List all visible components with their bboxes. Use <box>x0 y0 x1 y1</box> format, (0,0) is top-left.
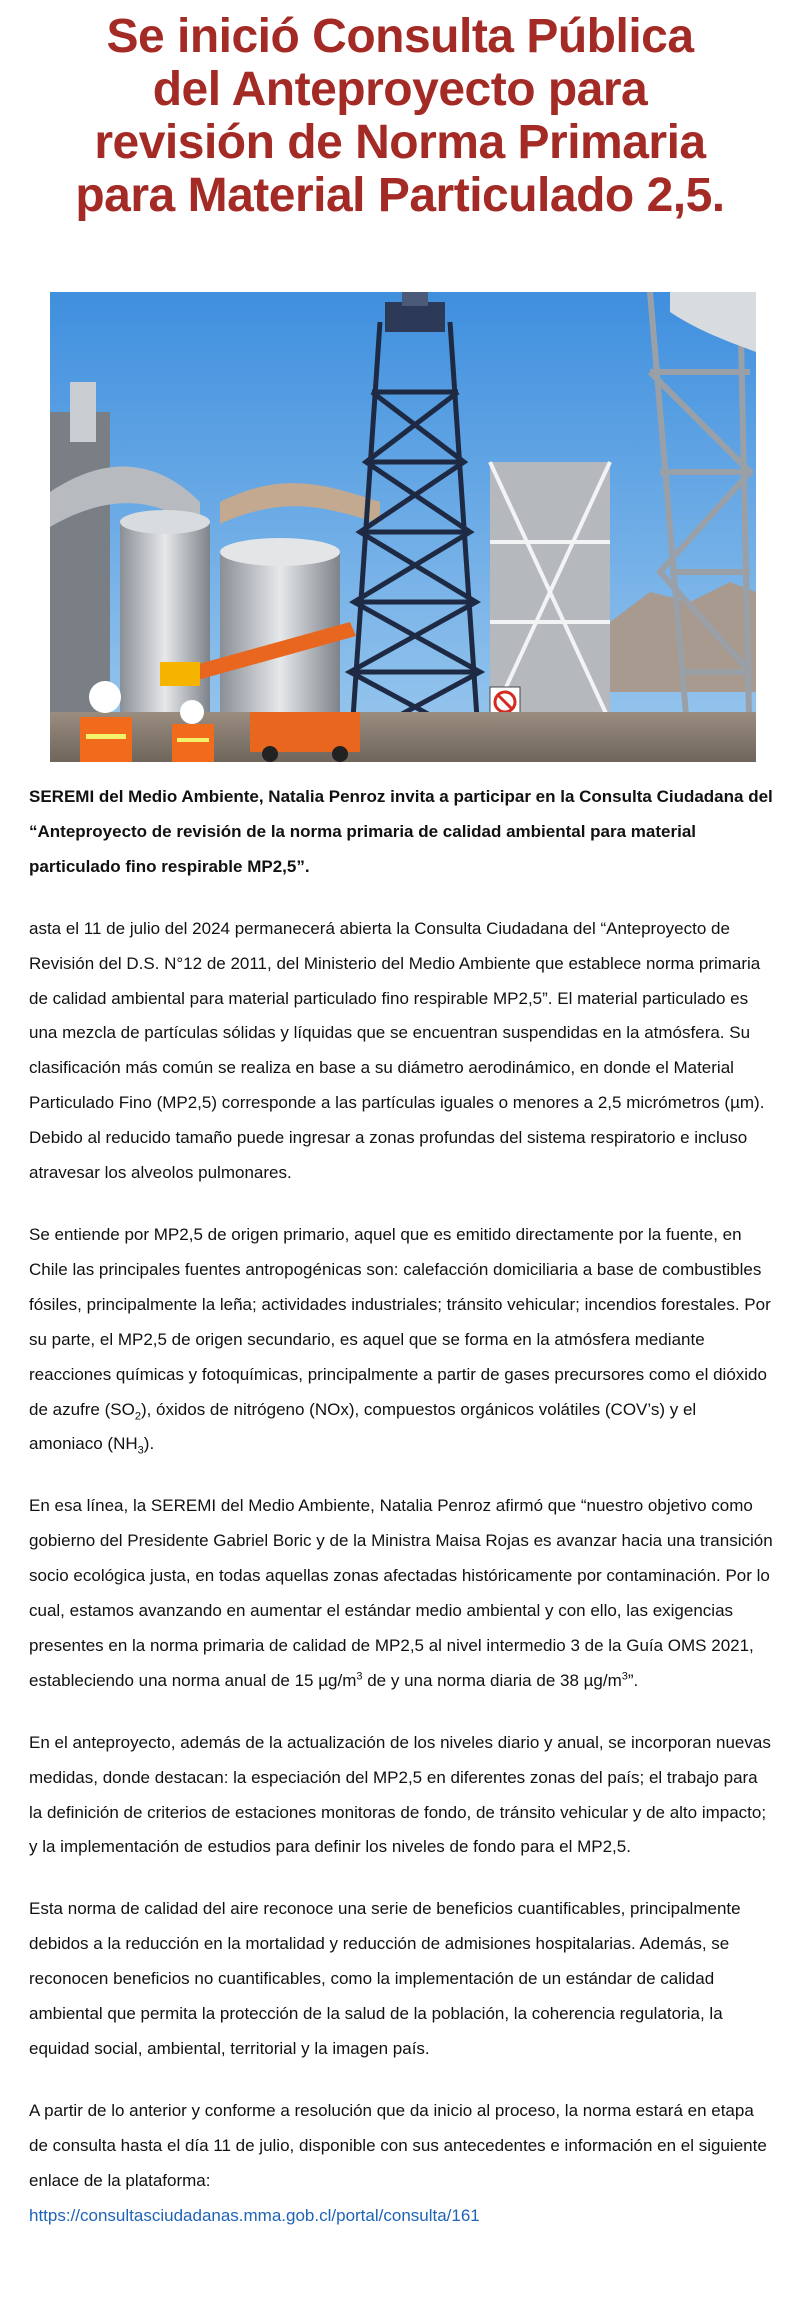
paragraph-4: En el anteproyecto, además de la actualización de los niveles diario y anual, se incorporan nuevas medidas, donde destacan: la especiación del MP2,5 en diferentes zonas del país; el trabajo para la definición de criterios de estaciones monitoras de fondo, de tránsito vehicular y de alto impacto; y la implementación de estudios para definir los niveles de fondo para el MP2,5. <box>29 1732 771 1857</box>
paragraph-5: Esta norma de calidad del aire reconoce una serie de beneficios cuantificables, principalmente debidos a la reducción en la mortalidad y reducción de admisiones hospitalarias. Además, se reconocen beneficios no cuantificables, como la implementación de un estándar de calidad ambiental que permita la protección de la salud de la población, la coherencia regulatoria, la equidad social, ambiental, territorial y la imagen país. <box>29 1899 741 2058</box>
consultation-link[interactable]: https://consultasciudadanas.mma.gob.cl/portal/consulta/161 <box>29 2205 480 2225</box>
paragraph-2 <box>29 1218 774 1462</box>
paragraph-2-text-a: Se entiende por MP2,5 de origen primario, aquel que es emitido directamente por la fuente, en Chile las principales fuentes antropogénicas son: calefacción domiciliaria a base de combustibles fósiles, principalmente la leña; actividades industriales; tránsito vehicular; incendios forestales. Por su parte, el MP2,5 de origen secundario, es aquel que se forma en la atmósfera mediante reacciones químicas y fotoquímicas, principalmente a partir de gases precursores como el dióxido de azufre (SO <box>29 1224 771 1419</box>
paragraph-3-text-a: En esa línea, la SEREMI del Medio Ambiente, Natalia Penroz afirmó que “nuestro objetivo como gobierno del Presidente Gabriel Boric y de la Ministra Maisa Rojas es avanzar hacia una transición socio ecológica justa, en todas aquellas zonas afectadas históricamente por contaminación. Por lo cual, estamos avanzando en aumentar el estándar medio ambiental y con ello, las exigencias presentes en la norma primaria de calidad de MP2,5 al nivel intermedio 3 de la Guía OMS 2021, estableciendo una norma anual de 15 µg/m <box>29 1496 773 1690</box>
paragraph-3-text-b: de y una norma diaria de 38 µg/m <box>362 1670 622 1690</box>
so2-subscript: 2 <box>134 1409 141 1422</box>
daily-unit-superscript: 3 <box>621 1670 628 1683</box>
paragraph-6 <box>29 2094 774 2234</box>
article-body <box>29 780 774 2261</box>
paragraph-1: asta el 11 de julio del 2024 permanecerá abierta la Consulta Ciudadana del “Anteproyecto de Revisión del D.S. N°12 de 2011, del Ministerio del Medio Ambiente que establece norma primaria de calidad ambiental para material particulado fino respirable MP2,5”. El material particulado es una mezcla de partículas sólidas y líquidas que se encuentran suspendidas en la atmósfera. Su clasificación más común se realiza en base a su diámetro aerodinámico, en donde el Material Particulado Fino (MP2,5) corresponde a las partículas iguales o menores a 2,5 micrómetros (µm). Debido al reducido tamaño puede ingresar a zonas profundas del sistema respiratorio e incluso atravesar los alveolos pulmonares. <box>29 918 765 1183</box>
article-lead: SEREMI del Medio Ambiente, Natalia Penroz invita a participar en la Consulta Ciudadana del “Anteproyecto de revisión de la norma primaria de calidad ambiental para material particulado fino respirable MP2,5”. <box>29 787 773 876</box>
article-title: Se inició Consulta Pública del Anteproyecto para revisión de Norma Primaria para Material Particulado 2,5. <box>75 10 725 222</box>
hero-image <box>50 292 756 762</box>
paragraph-3 <box>29 1489 774 1698</box>
paragraph-3-text-c: ”. <box>627 1670 639 1690</box>
paragraph-2-text-c: ). <box>143 1434 155 1454</box>
annual-unit-superscript: 3 <box>356 1670 363 1683</box>
paragraph-6-text: A partir de lo anterior y conforme a resolución que da inicio al proceso, la norma estará en etapa de consulta hasta el día 11 de julio, disponible con sus antecedentes e información en el siguiente enlace de la plataforma: <box>29 2100 767 2190</box>
nh3-subscript: 3 <box>137 1444 144 1457</box>
paragraph-2-text-b: ), óxidos de nitrógeno (NOx), compuestos orgánicos volátiles (COV’s) y el amoniaco (NH <box>29 1399 697 1454</box>
industrial-plant-photo <box>50 292 756 762</box>
